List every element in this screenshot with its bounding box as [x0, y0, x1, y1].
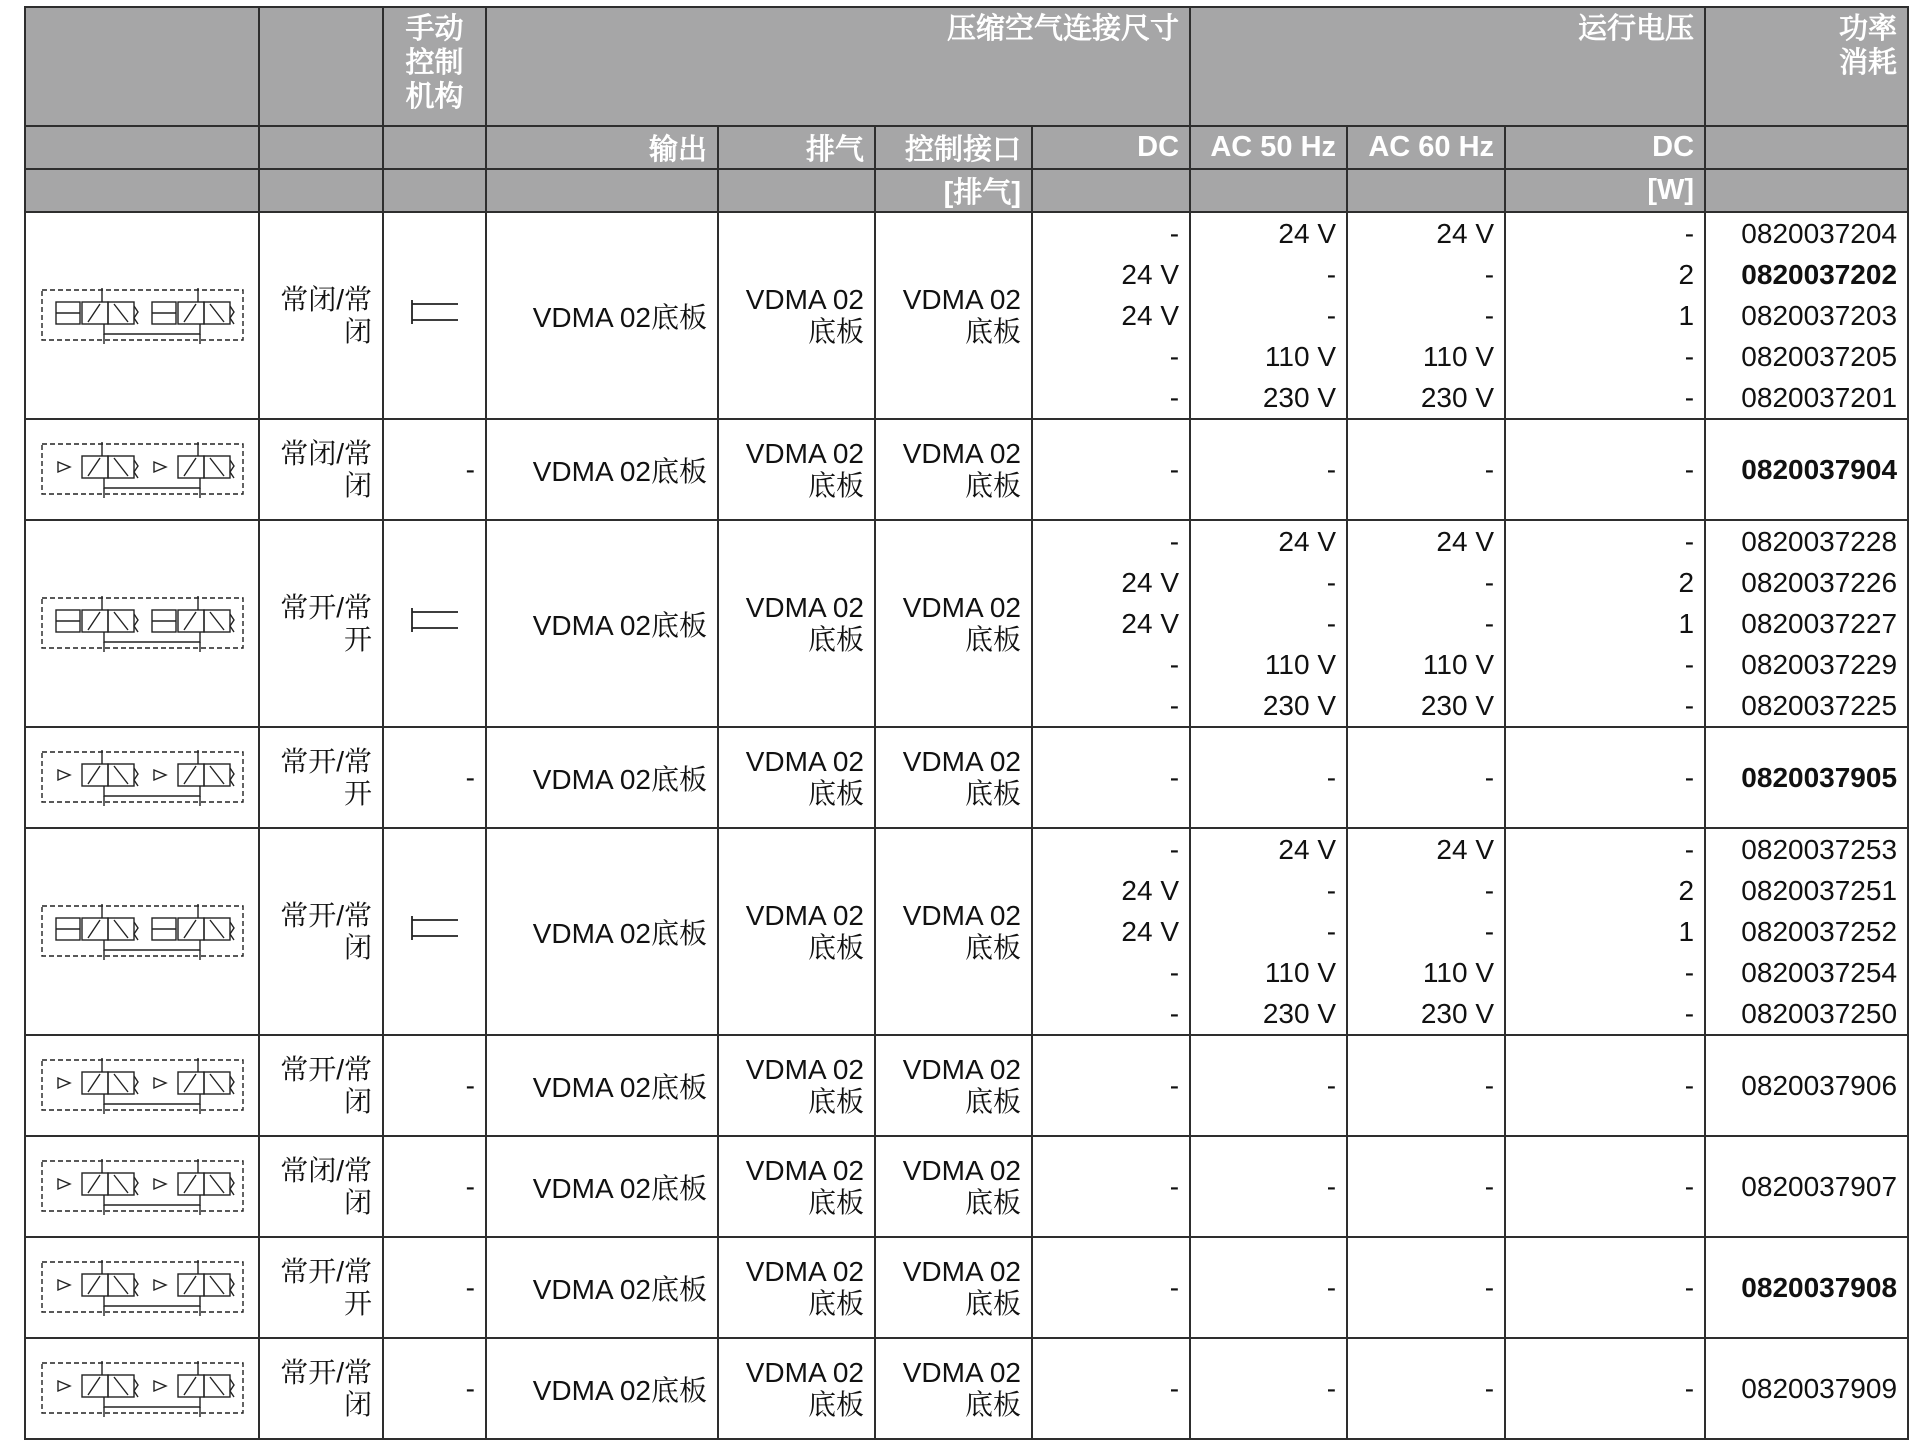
ac60-voltage-value: 24 V [1436, 526, 1495, 557]
ac50-voltage-value: - [1326, 1171, 1337, 1202]
ac50-voltage-column [1190, 828, 1347, 1035]
material-number-value: 0820037225 [1741, 690, 1898, 721]
ac60-voltage-column [1347, 520, 1505, 727]
output-port-cell: VDMA 02底板 [486, 520, 718, 727]
output-port-cell: VDMA 02底板 [486, 1237, 718, 1338]
material-number-column [1705, 520, 1908, 727]
dc-voltage-value: 24 V [1121, 875, 1180, 906]
material-number-column [1705, 1237, 1908, 1338]
ac60-voltage-value: 24 V [1436, 834, 1495, 865]
switching-function-cell: 常开/常闭 [259, 1035, 383, 1136]
exhaust-port-cell: VDMA 02 底板 [718, 520, 875, 727]
material-number-value: 0820037201 [1741, 382, 1898, 413]
ac50-voltage-value: 110 V [1264, 957, 1337, 988]
dc-voltage-column [1032, 828, 1190, 1035]
ac60-voltage-value: 230 V [1420, 382, 1495, 413]
header-output: 输出 [486, 126, 718, 169]
manual-override-icon [408, 606, 462, 634]
dc-voltage-value: 24 V [1121, 916, 1180, 947]
header-empty [259, 126, 383, 169]
product-row [25, 212, 1908, 419]
switching-function-cell: 常开/常开 [259, 1237, 383, 1338]
product-row [25, 727, 1908, 828]
dc-voltage-value: 24 V [1121, 608, 1180, 639]
header-operating-voltage-group: 运行电压 [1190, 7, 1705, 126]
output-port-cell: VDMA 02底板 [486, 828, 718, 1035]
material-number-value: 0820037205 [1741, 341, 1898, 372]
header-empty [1190, 169, 1347, 212]
ac60-voltage-column [1347, 1035, 1505, 1136]
ac60-voltage-value: 230 V [1420, 690, 1495, 721]
ac60-voltage-column [1347, 419, 1505, 520]
power-consumption-value: 2 [1678, 875, 1695, 906]
ac50-voltage-column [1190, 520, 1347, 727]
output-port-cell: VDMA 02底板 [486, 212, 718, 419]
header-compressed-air-group: 压缩空气连接尺寸 [486, 7, 1190, 126]
pilot-port-cell: VDMA 02 底板 [875, 419, 1032, 520]
ac60-voltage-value: - [1484, 762, 1495, 793]
power-consumption-value: - [1684, 998, 1695, 1029]
header-ac50: AC 50 Hz [1190, 126, 1347, 169]
dc-voltage-column [1032, 727, 1190, 828]
material-number-column [1705, 1136, 1908, 1237]
dc-voltage-column [1032, 520, 1190, 727]
power-consumption-column [1505, 828, 1705, 1035]
material-number-column [1705, 419, 1908, 520]
ac50-voltage-column [1190, 212, 1347, 419]
header-symbol-cell [25, 7, 259, 126]
ac60-voltage-value: - [1484, 875, 1495, 906]
ac50-voltage-column [1190, 1237, 1347, 1338]
header-empty [25, 169, 259, 212]
valve-symbol-cell [25, 1136, 259, 1237]
ac50-voltage-value: - [1326, 875, 1337, 906]
double-valve-symbol-icon [40, 1050, 245, 1122]
dc-voltage-value: - [1169, 454, 1180, 485]
header-empty [1347, 169, 1505, 212]
material-number-value: 0820037909 [1741, 1373, 1898, 1404]
manual-override-icon [408, 914, 462, 942]
dc-voltage-value: - [1169, 649, 1180, 680]
power-consumption-column [1505, 727, 1705, 828]
material-number-value: 0820037227 [1741, 608, 1898, 639]
header-row-3 [25, 169, 1908, 212]
pilot-port-cell: VDMA 02 底板 [875, 828, 1032, 1035]
ac50-voltage-value: 230 V [1262, 382, 1337, 413]
ac50-voltage-value: - [1326, 762, 1337, 793]
power-consumption-value: - [1684, 1070, 1695, 1101]
valve-symbol-cell [25, 828, 259, 1035]
material-number-value: 0820037226 [1741, 567, 1898, 598]
power-consumption-value: - [1684, 690, 1695, 721]
dc-voltage-column [1032, 212, 1190, 419]
power-consumption-value: - [1684, 957, 1695, 988]
ac60-voltage-value: - [1484, 567, 1495, 598]
ac50-voltage-value: - [1326, 916, 1337, 947]
power-consumption-value: - [1684, 649, 1695, 680]
ac50-voltage-column [1190, 727, 1347, 828]
header-empty [383, 169, 486, 212]
header-pilot-port-sub: [排气] [875, 169, 1032, 212]
ac50-voltage-value: - [1326, 567, 1337, 598]
dc-voltage-column [1032, 1136, 1190, 1237]
double-valve-symbol-icon [40, 434, 245, 506]
material-number-column [1705, 212, 1908, 419]
ac60-voltage-value: - [1484, 608, 1495, 639]
power-consumption-value: - [1684, 1171, 1695, 1202]
dc-voltage-value: - [1169, 762, 1180, 793]
ac60-voltage-value: - [1484, 1373, 1495, 1404]
power-consumption-value: 2 [1678, 259, 1695, 290]
power-consumption-value: 1 [1678, 300, 1695, 331]
switching-function-cell: 常闭/常闭 [259, 212, 383, 419]
manual-override-cell: - [383, 1237, 486, 1338]
exhaust-port-cell: VDMA 02 底板 [718, 1338, 875, 1439]
material-number-value: 0820037204 [1741, 218, 1898, 249]
dc-voltage-column [1032, 1237, 1190, 1338]
ac50-voltage-value: - [1326, 1373, 1337, 1404]
valve-symbol-cell [25, 419, 259, 520]
dc-voltage-column [1032, 1035, 1190, 1136]
dc-voltage-value: - [1169, 341, 1180, 372]
ac50-voltage-value: 110 V [1264, 341, 1337, 372]
ac50-voltage-value: 230 V [1262, 690, 1337, 721]
manual-override-cell: - [383, 1338, 486, 1439]
manual-override-icon [408, 298, 462, 326]
manual-override-cell [383, 828, 486, 1035]
ac60-voltage-value: 230 V [1420, 998, 1495, 1029]
dc-voltage-value: 24 V [1121, 300, 1180, 331]
header-ac60: AC 60 Hz [1347, 126, 1505, 169]
header-power-unit: [W] [1505, 169, 1705, 212]
valve-product-table [24, 6, 1909, 1440]
power-consumption-value: 2 [1678, 567, 1695, 598]
switching-function-cell: 常开/常开 [259, 727, 383, 828]
pilot-port-cell: VDMA 02 底板 [875, 1035, 1032, 1136]
ac50-voltage-column [1190, 419, 1347, 520]
pilot-port-cell: VDMA 02 底板 [875, 520, 1032, 727]
product-row [25, 520, 1908, 727]
ac50-voltage-column [1190, 1035, 1347, 1136]
ac60-voltage-value: - [1484, 1272, 1495, 1303]
output-port-cell: VDMA 02底板 [486, 727, 718, 828]
material-number-value: 0820037203 [1741, 300, 1898, 331]
switching-function-cell: 常闭/常闭 [259, 1136, 383, 1237]
output-port-cell: VDMA 02底板 [486, 419, 718, 520]
material-number-column [1705, 1338, 1908, 1439]
material-number-value: 0820037905 [1741, 762, 1898, 793]
data-table [24, 6, 1909, 1440]
ac50-voltage-column [1190, 1338, 1347, 1439]
exhaust-port-cell: VDMA 02 底板 [718, 1136, 875, 1237]
material-number-value: 0820037907 [1741, 1171, 1898, 1202]
power-consumption-column [1505, 1237, 1705, 1338]
power-consumption-value: - [1684, 382, 1695, 413]
double-valve-symbol-icon [40, 1252, 245, 1324]
header-empty [383, 126, 486, 169]
power-consumption-column [1505, 1338, 1705, 1439]
dc-voltage-value: - [1169, 998, 1180, 1029]
power-consumption-value: - [1684, 834, 1695, 865]
manual-override-cell: - [383, 419, 486, 520]
ac60-voltage-value: 110 V [1422, 341, 1495, 372]
manual-override-cell [383, 212, 486, 419]
pilot-port-cell: VDMA 02 底板 [875, 1237, 1032, 1338]
power-consumption-column [1505, 1136, 1705, 1237]
power-consumption-value: - [1684, 526, 1695, 557]
dc-voltage-value: - [1169, 690, 1180, 721]
header-power-dc: DC [1505, 126, 1705, 169]
power-consumption-column [1505, 520, 1705, 727]
ac60-voltage-value: - [1484, 300, 1495, 331]
header-empty [25, 126, 259, 169]
dc-voltage-value: - [1169, 1070, 1180, 1101]
material-number-value: 0820037229 [1741, 649, 1898, 680]
product-row [25, 419, 1908, 520]
product-row [25, 1035, 1908, 1136]
ac50-voltage-value: - [1326, 608, 1337, 639]
manual-override-cell: - [383, 1035, 486, 1136]
material-number-value: 0820037254 [1741, 957, 1898, 988]
dc-voltage-value: - [1169, 1373, 1180, 1404]
valve-symbol-cell [25, 520, 259, 727]
ac50-voltage-value: 24 V [1278, 218, 1337, 249]
header-dc: DC [1032, 126, 1190, 169]
exhaust-port-cell: VDMA 02 底板 [718, 828, 875, 1035]
power-consumption-value: 1 [1678, 916, 1695, 947]
header-pilot-port: 控制接口 [875, 126, 1032, 169]
power-consumption-column [1505, 1035, 1705, 1136]
power-consumption-value: - [1684, 218, 1695, 249]
double-valve-symbol-icon [40, 1353, 245, 1425]
product-row [25, 1237, 1908, 1338]
ac60-voltage-column [1347, 828, 1505, 1035]
header-empty [718, 169, 875, 212]
ac50-voltage-value: - [1326, 1070, 1337, 1101]
valve-symbol-cell [25, 1338, 259, 1439]
power-consumption-value: - [1684, 454, 1695, 485]
power-consumption-value: - [1684, 1272, 1695, 1303]
dc-voltage-value: - [1169, 1272, 1180, 1303]
valve-symbol-cell [25, 727, 259, 828]
ac60-voltage-value: - [1484, 259, 1495, 290]
ac60-voltage-value: - [1484, 1070, 1495, 1101]
switching-function-cell: 常开/常闭 [259, 828, 383, 1035]
manual-override-cell: - [383, 727, 486, 828]
double-valve-symbol-icon [40, 1151, 245, 1223]
power-consumption-value: 1 [1678, 608, 1695, 639]
material-number-column [1705, 1035, 1908, 1136]
manual-override-cell [383, 520, 486, 727]
power-consumption-value: - [1684, 1373, 1695, 1404]
double-valve-symbol-icon [40, 742, 245, 814]
ac60-voltage-column [1347, 1338, 1505, 1439]
ac50-voltage-value: - [1326, 300, 1337, 331]
dc-voltage-column [1032, 419, 1190, 520]
ac50-voltage-column [1190, 1136, 1347, 1237]
material-number-value: 0820037906 [1741, 1070, 1898, 1101]
dc-voltage-value: 24 V [1121, 259, 1180, 290]
ac50-voltage-value: 24 V [1278, 526, 1337, 557]
header-empty [259, 169, 383, 212]
switching-function-cell: 常开/常闭 [259, 1338, 383, 1439]
material-number-column [1705, 828, 1908, 1035]
header-power-consumption: 功率 消耗 [1705, 7, 1908, 126]
ac60-voltage-column [1347, 212, 1505, 419]
pilot-port-cell: VDMA 02 底板 [875, 212, 1032, 419]
exhaust-port-cell: VDMA 02 底板 [718, 1237, 875, 1338]
power-consumption-column [1505, 212, 1705, 419]
ac60-voltage-value: - [1484, 454, 1495, 485]
dc-voltage-value: - [1169, 957, 1180, 988]
ac60-voltage-value: 110 V [1422, 649, 1495, 680]
switching-function-cell: 常开/常开 [259, 520, 383, 727]
valve-symbol-cell [25, 212, 259, 419]
product-row [25, 1136, 1908, 1237]
exhaust-port-cell: VDMA 02 底板 [718, 727, 875, 828]
material-number-value: 0820037252 [1741, 916, 1898, 947]
exhaust-port-cell: VDMA 02 底板 [718, 1035, 875, 1136]
dc-voltage-value: - [1169, 382, 1180, 413]
output-port-cell: VDMA 02底板 [486, 1338, 718, 1439]
double-valve-symbol-icon [40, 588, 245, 660]
dc-voltage-column [1032, 1338, 1190, 1439]
header-empty [1032, 169, 1190, 212]
pilot-port-cell: VDMA 02 底板 [875, 1136, 1032, 1237]
header-function-cell [259, 7, 383, 126]
double-valve-symbol-icon [40, 896, 245, 968]
valve-symbol-cell [25, 1237, 259, 1338]
ac60-voltage-value: - [1484, 916, 1495, 947]
valve-symbol-cell [25, 1035, 259, 1136]
double-valve-symbol-icon [40, 280, 245, 352]
dc-voltage-value: 24 V [1121, 567, 1180, 598]
material-number-value: 0820037250 [1741, 998, 1898, 1029]
header-row-1 [25, 7, 1908, 126]
header-empty [486, 169, 718, 212]
dc-voltage-value: - [1169, 218, 1180, 249]
material-number-value: 0820037251 [1741, 875, 1898, 906]
exhaust-port-cell: VDMA 02 底板 [718, 212, 875, 419]
ac60-voltage-column [1347, 1237, 1505, 1338]
ac60-voltage-column [1347, 1136, 1505, 1237]
material-number-value: 0820037904 [1741, 454, 1898, 485]
material-number-value: 0820037202 [1741, 259, 1898, 290]
header-manual-override: 手动 控制 机构 [383, 7, 486, 126]
header-row-2 [25, 126, 1908, 169]
pilot-port-cell: VDMA 02 底板 [875, 1338, 1032, 1439]
power-consumption-column [1505, 419, 1705, 520]
power-consumption-value: - [1684, 762, 1695, 793]
ac60-voltage-value: 110 V [1422, 957, 1495, 988]
header-empty [1705, 126, 1908, 169]
output-port-cell: VDMA 02底板 [486, 1035, 718, 1136]
ac60-voltage-value: - [1484, 1171, 1495, 1202]
exhaust-port-cell: VDMA 02 底板 [718, 419, 875, 520]
ac60-voltage-column [1347, 727, 1505, 828]
switching-function-cell: 常闭/常闭 [259, 419, 383, 520]
ac50-voltage-value: - [1326, 454, 1337, 485]
ac50-voltage-value: 230 V [1262, 998, 1337, 1029]
material-number-value: 0820037253 [1741, 834, 1898, 865]
dc-voltage-value: - [1169, 526, 1180, 557]
ac50-voltage-value: - [1326, 259, 1337, 290]
product-row [25, 828, 1908, 1035]
header-exhaust: 排气 [718, 126, 875, 169]
pilot-port-cell: VDMA 02 底板 [875, 727, 1032, 828]
ac50-voltage-value: - [1326, 1272, 1337, 1303]
ac50-voltage-value: 110 V [1264, 649, 1337, 680]
dc-voltage-value: - [1169, 834, 1180, 865]
manual-override-cell: - [383, 1136, 486, 1237]
material-number-column [1705, 727, 1908, 828]
dc-voltage-value: - [1169, 1171, 1180, 1202]
ac60-voltage-value: 24 V [1436, 218, 1495, 249]
ac50-voltage-value: 24 V [1278, 834, 1337, 865]
material-number-value: 0820037228 [1741, 526, 1898, 557]
product-row [25, 1338, 1908, 1439]
output-port-cell: VDMA 02底板 [486, 1136, 718, 1237]
material-number-value: 0820037908 [1741, 1272, 1898, 1303]
header-empty [1705, 169, 1908, 212]
power-consumption-value: - [1684, 341, 1695, 372]
